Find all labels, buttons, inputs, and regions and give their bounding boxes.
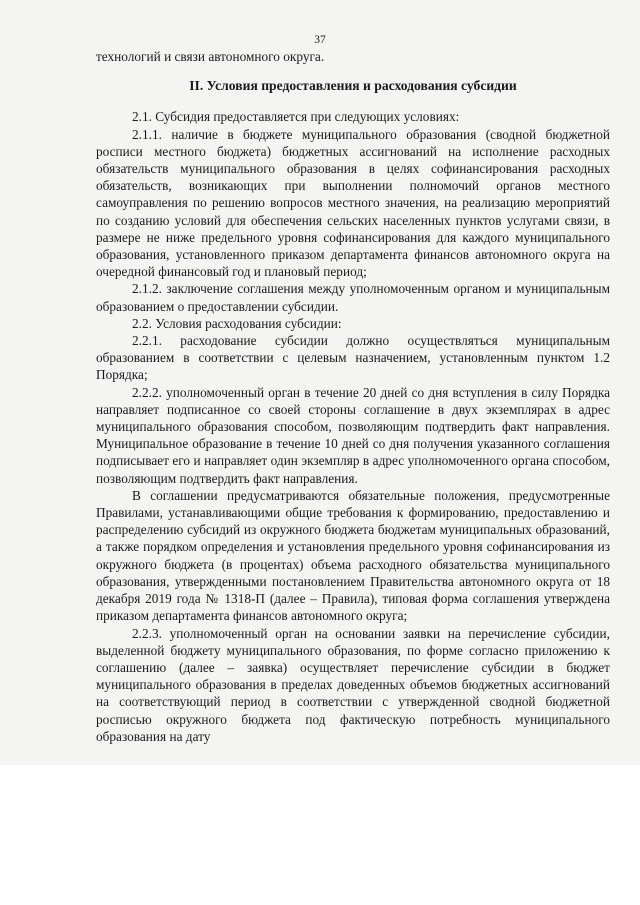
paragraph-2-1-2: 2.1.2. заключение соглашения между уполномоченным органом и муниципальным образованием о предоставлении субсидии. bbox=[96, 281, 610, 314]
paragraph-2-2-2: 2.2.2. уполномоченный орган в течение 20 дней со дня вступления в силу Порядка направляет подписанное со своей стороны соглашение в двух экземплярах в адрес муниципального образования способом, позволяющим подтвердить факт направления. Муниципальное образование в течение 10 дней со дня получения указанного соглашения подписывает его и направляет один экземпляр в адрес уполномоченного органа способом, позволяющим подтвердить факт направления. bbox=[96, 384, 610, 486]
paragraph-2-2-1: 2.2.1. расходование субсидии должно осуществляться муниципальным образованием в соответствии с целевым назначением, установленным пунктом 1.2 Порядка; bbox=[96, 333, 610, 383]
section-title: II. Условия предоставления и расходования субсидии bbox=[189, 78, 517, 94]
paragraph-2-1: 2.1. Субсидия предоставляется при следующих условиях: bbox=[132, 109, 460, 125]
paragraph-2-2: 2.2. Условия расходования субсидии: bbox=[132, 315, 342, 331]
paragraph-agreement-provisions: В соглашении предусматриваются обязательные положения, предусмотренные Правилами, устанавливающими общие требования к формированию, предоставлению и распределению субсидий из окружного бюджета бюджетам муниципальных образований, а также порядком определения и установления предельного уровня софинансирования из окружного бюджета (в процентах) объема расходного обязательства муниципального образования, утвержденными постановлением Правительства автономного округа от 18 декабря 2019 года № 1318-П (далее – Правила), типовая форма соглашения утверждена приказом департамента финансов автономного округа; bbox=[96, 487, 610, 624]
paragraph-2-1-1: 2.1.1. наличие в бюджете муниципального образования (сводной бюджетной росписи местного бюджета) бюджетных ассигнований на исполнение расходных обязательств муниципального образования в целях софинансирования расходных обязательств, возникающих при выполнении полномочий органов местного самоуправления по решению вопросов местного значения, на реализацию мероприятий по созданию условий для обеспечения сельских населенных пунктов услугами связи, в размере не ниже предельного уровня софинансирования для каждого муниципального образования, установленного приказом департамента финансов автономного округа на очередной финансовый год и плановый период; bbox=[96, 126, 610, 280]
blank-area bbox=[0, 765, 640, 905]
document-body bbox=[96, 48, 610, 745]
page-number: 37 bbox=[314, 34, 326, 46]
carry-over-line: технологий и связи автономного округа. bbox=[96, 49, 325, 64]
paragraph-2-2-3: 2.2.3. уполномоченный орган на основании заявки на перечисление субсидии, выделенной бюджету муниципального образования, по форме согласно приложению к соглашению (далее – заявка) осуществляет перечисление субсидии в бюджет муниципального образования в пределах доведенных объемов бюджетных ассигнований на соответствующий период в соответствии с утвержденной сводной бюджетной росписью окружного бюджета под фактическую потребность муниципального образования на дату bbox=[96, 625, 610, 744]
